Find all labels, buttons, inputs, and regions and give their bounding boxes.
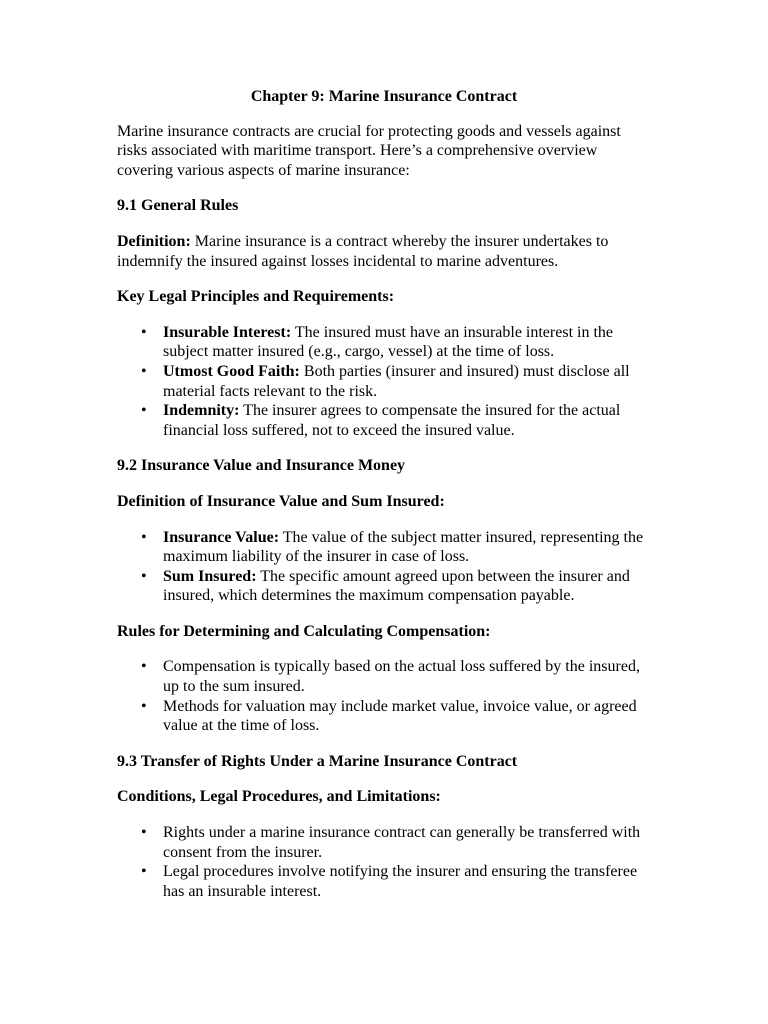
definition-label: Definition: (117, 232, 191, 250)
chapter-title: Chapter 9: Marine Insurance Contract (250, 88, 518, 105)
definition-paragraph (117, 232, 651, 271)
item-text: The insured must have an insurable interest in the subject matter insured (e.g., cargo, vessel) at the time of loss. (163, 323, 613, 361)
item-text: The insurer agrees to compensate the insured for the actual financial loss suffered, not to exceed the insured value. (163, 402, 621, 439)
section-9-3-heading: 9.3 Transfer of Rights Under a Marine Insurance Contract (117, 752, 518, 770)
item-text: The value of the subject matter insured, representing the maximum liability of the insurer in case of loss. (163, 528, 644, 566)
list-item (163, 567, 651, 606)
insurance-value-definition-heading: Definition of Insurance Value and Sum Insured: (117, 492, 445, 510)
insurance-value-list (117, 528, 651, 606)
list-item (163, 401, 651, 440)
compensation-rules-list (117, 657, 651, 735)
list-item (163, 528, 651, 567)
key-principles-list (117, 323, 651, 441)
section-9-2-heading: 9.2 Insurance Value and Insurance Money (117, 457, 406, 475)
list-item (163, 362, 651, 401)
item-label: Insurable Interest: (163, 323, 292, 341)
compensation-rules-heading: Rules for Determining and Calculating Compensation: (117, 622, 491, 640)
section-9-1-heading: 9.1 General Rules (117, 197, 239, 215)
item-label: Utmost Good Faith: (163, 362, 300, 380)
list-item: • Methods for valuation may include market value, invoice value, or agreed value at the time of loss. (163, 697, 651, 736)
definition-text: Marine insurance is a contract whereby the insurer undertakes to indemnify the insured against losses incidental to marine adventures. (117, 232, 609, 270)
item-label: Sum Insured: (163, 567, 257, 585)
item-label: Insurance Value: (163, 528, 280, 546)
transfer-rights-list (117, 823, 651, 901)
item-text: Both parties (insurer and insured) must disclose all material facts relevant to the risk. (163, 362, 630, 400)
intro-paragraph: Marine insurance contracts are crucial for protecting goods and vessels against risks associated with maritime transport. Here’s a comprehensive overview covering various aspects of marine insurance: (117, 122, 621, 179)
key-principles-heading: Key Legal Principles and Requirements: (117, 288, 395, 306)
list-item (163, 323, 651, 362)
conditions-heading: Conditions, Legal Procedures, and Limitations: (117, 788, 441, 806)
list-item: • Compensation is typically based on the actual loss suffered by the insured, up to the sum insured. (163, 657, 651, 696)
item-label: Indemnity: (163, 402, 240, 420)
list-item: • Rights under a marine insurance contract can generally be transferred with consent from the insurer. (163, 823, 651, 862)
item-text: The specific amount agreed upon between the insurer and insured, which determines the maximum compensation payable. (163, 567, 630, 605)
list-item: • Legal procedures involve notifying the insurer and ensuring the transferee has an insurable interest. (163, 862, 651, 901)
